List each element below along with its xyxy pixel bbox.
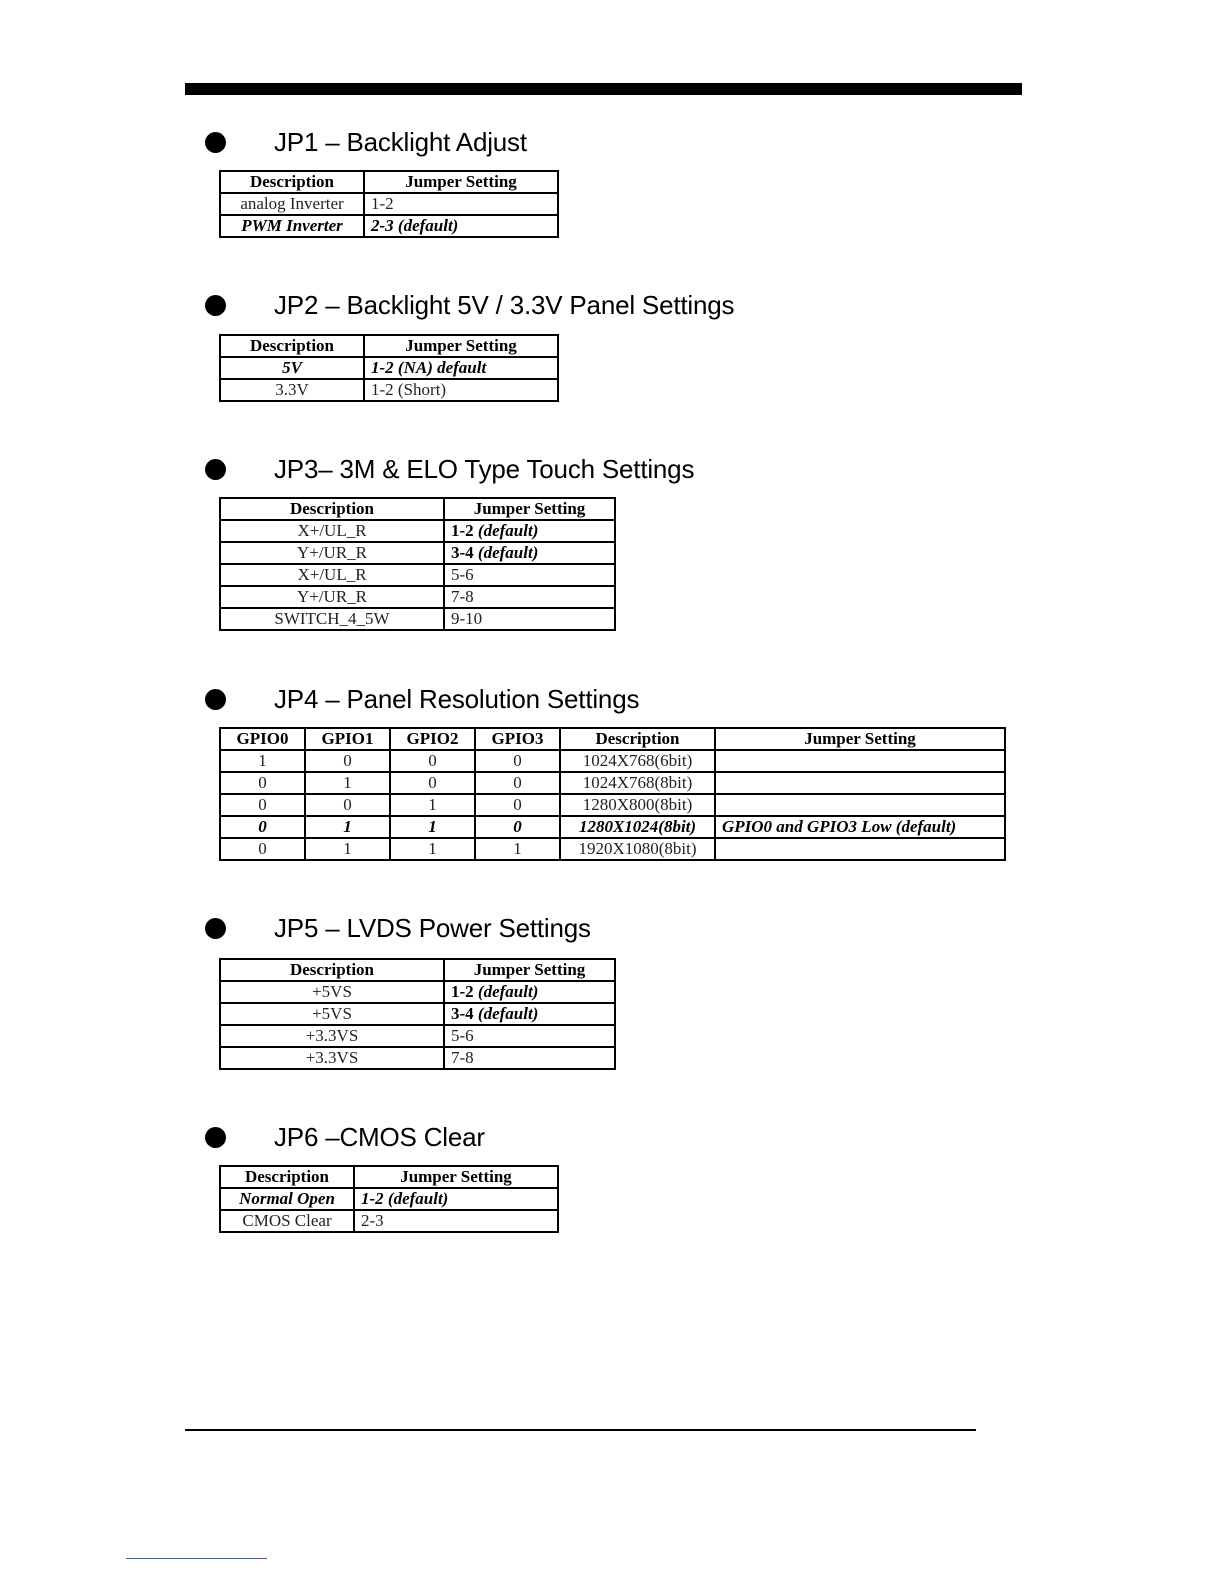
table-cell: 0 bbox=[475, 816, 560, 838]
table-cell: 1 bbox=[305, 838, 390, 860]
table-cell: 0 bbox=[475, 750, 560, 772]
jp1-heading: JP1 – Backlight Adjust bbox=[274, 127, 527, 157]
header-rule bbox=[185, 83, 1022, 95]
bullet-icon bbox=[205, 459, 226, 480]
table-cell bbox=[444, 981, 615, 1003]
column-header: Jumper Setting bbox=[444, 498, 615, 520]
table-cell: 7-8 bbox=[444, 586, 615, 608]
table-cell: 1024X768(6bit) bbox=[560, 750, 715, 772]
table-cell: Y+/UR_R bbox=[220, 586, 444, 608]
table-cell: PWM Inverter bbox=[220, 215, 364, 237]
table-header-row bbox=[220, 171, 558, 193]
table-cell: 0 bbox=[305, 794, 390, 816]
jp5-table bbox=[219, 958, 616, 1070]
table-row bbox=[220, 215, 558, 237]
table-cell bbox=[444, 1003, 615, 1025]
table-row bbox=[220, 1188, 558, 1210]
table-header-row bbox=[220, 1166, 558, 1188]
table-row bbox=[220, 542, 615, 564]
default-note: (default) bbox=[477, 1004, 539, 1023]
table-cell: 1 bbox=[390, 794, 475, 816]
jp2-heading: JP2 – Backlight 5V / 3.3V Panel Settings bbox=[274, 290, 735, 320]
table-cell: 0 bbox=[305, 750, 390, 772]
table-row bbox=[220, 564, 615, 586]
table-cell: 1024X768(8bit) bbox=[560, 772, 715, 794]
table-cell: 0 bbox=[475, 772, 560, 794]
table-cell: analog Inverter bbox=[220, 193, 364, 215]
table-cell: SWITCH_4_5W bbox=[220, 608, 444, 630]
column-header: GPIO1 bbox=[305, 728, 390, 750]
table-cell: +5VS bbox=[220, 1003, 444, 1025]
column-header: Jumper Setting bbox=[715, 728, 1005, 750]
table-cell: 1 bbox=[390, 816, 475, 838]
bullet-icon bbox=[205, 1127, 226, 1148]
table-cell: 1-2 (default) bbox=[354, 1188, 558, 1210]
table-cell: 1 bbox=[220, 750, 305, 772]
table-cell bbox=[444, 520, 615, 542]
column-header: GPIO2 bbox=[390, 728, 475, 750]
table-header-row bbox=[220, 959, 615, 981]
bullet-icon bbox=[205, 132, 226, 153]
column-header: Description bbox=[560, 728, 715, 750]
column-header: Description bbox=[220, 335, 364, 357]
footer-link-underline bbox=[126, 1558, 267, 1559]
column-header: GPIO0 bbox=[220, 728, 305, 750]
table-cell: 1280X800(8bit) bbox=[560, 794, 715, 816]
table-cell bbox=[444, 542, 615, 564]
jp6-table bbox=[219, 1165, 559, 1233]
table-cell: 0 bbox=[220, 816, 305, 838]
table-row bbox=[220, 838, 1005, 860]
table-row bbox=[220, 520, 615, 542]
table-cell: 1-2 (NA) default bbox=[364, 357, 558, 379]
column-header: Jumper Setting bbox=[354, 1166, 558, 1188]
jp3-table bbox=[219, 497, 616, 631]
table-cell: 1920X1080(8bit) bbox=[560, 838, 715, 860]
table-row bbox=[220, 357, 558, 379]
jp6-heading: JP6 –CMOS Clear bbox=[274, 1122, 485, 1152]
table-row bbox=[220, 379, 558, 401]
table-cell: +3.3VS bbox=[220, 1025, 444, 1047]
table-cell: 1280X1024(8bit) bbox=[560, 816, 715, 838]
table-row bbox=[220, 1025, 615, 1047]
table-header-row bbox=[220, 335, 558, 357]
table-cell: 1 bbox=[390, 838, 475, 860]
table-cell: Y+/UR_R bbox=[220, 542, 444, 564]
table-row bbox=[220, 772, 1005, 794]
table-cell: 1 bbox=[305, 772, 390, 794]
table-cell bbox=[715, 838, 1005, 860]
table-cell: 1 bbox=[305, 816, 390, 838]
table-row bbox=[220, 193, 558, 215]
table-cell: Normal Open bbox=[220, 1188, 354, 1210]
table-header-row bbox=[220, 728, 1005, 750]
table-cell: GPIO0 and GPIO3 Low (default) bbox=[715, 816, 1005, 838]
table-row bbox=[220, 794, 1005, 816]
table-cell: 0 bbox=[475, 794, 560, 816]
bullet-icon bbox=[205, 689, 226, 710]
table-header-row bbox=[220, 498, 615, 520]
jp4-table bbox=[219, 727, 1006, 861]
column-header: Description bbox=[220, 959, 444, 981]
table-cell: X+/UL_R bbox=[220, 520, 444, 542]
table-cell: 1-2 bbox=[364, 193, 558, 215]
table-row bbox=[220, 750, 1005, 772]
table-cell: +5VS bbox=[220, 981, 444, 1003]
column-header: Jumper Setting bbox=[364, 335, 558, 357]
jumper-pins: 3-4 bbox=[451, 543, 474, 562]
jp5-heading: JP5 – LVDS Power Settings bbox=[274, 913, 591, 943]
column-header: Jumper Setting bbox=[444, 959, 615, 981]
table-cell bbox=[715, 794, 1005, 816]
table-cell: 1-2 (Short) bbox=[364, 379, 558, 401]
column-header: Description bbox=[220, 498, 444, 520]
jp3-heading: JP3– 3M & ELO Type Touch Settings bbox=[274, 454, 695, 484]
default-note: (default) bbox=[477, 982, 539, 1001]
footer-rule bbox=[185, 1429, 976, 1431]
column-header: GPIO3 bbox=[475, 728, 560, 750]
table-row bbox=[220, 981, 615, 1003]
table-cell: 0 bbox=[390, 750, 475, 772]
bullet-icon bbox=[205, 295, 226, 316]
table-cell: 1 bbox=[475, 838, 560, 860]
table-cell: 7-8 bbox=[444, 1047, 615, 1069]
column-header: Jumper Setting bbox=[364, 171, 558, 193]
column-header: Description bbox=[220, 171, 364, 193]
table-row bbox=[220, 608, 615, 630]
column-header: Description bbox=[220, 1166, 354, 1188]
table-row bbox=[220, 816, 1005, 838]
table-cell bbox=[715, 772, 1005, 794]
default-note: (default) bbox=[477, 543, 539, 562]
jp1-table bbox=[219, 170, 559, 238]
table-cell: 3.3V bbox=[220, 379, 364, 401]
table-row bbox=[220, 1003, 615, 1025]
bullet-icon bbox=[205, 918, 226, 939]
table-cell: 0 bbox=[390, 772, 475, 794]
table-cell: 5V bbox=[220, 357, 364, 379]
table-cell: 2-3 bbox=[354, 1210, 558, 1232]
table-cell: 0 bbox=[220, 794, 305, 816]
table-cell: 5-6 bbox=[444, 564, 615, 586]
table-cell: CMOS Clear bbox=[220, 1210, 354, 1232]
table-cell: 5-6 bbox=[444, 1025, 615, 1047]
table-row bbox=[220, 1210, 558, 1232]
table-cell: 2-3 (default) bbox=[364, 215, 558, 237]
table-row bbox=[220, 586, 615, 608]
jumper-pins: 1-2 bbox=[451, 982, 474, 1001]
jp2-table bbox=[219, 334, 559, 402]
default-note: (default) bbox=[477, 521, 539, 540]
table-cell: +3.3VS bbox=[220, 1047, 444, 1069]
table-cell: X+/UL_R bbox=[220, 564, 444, 586]
jp4-heading: JP4 – Panel Resolution Settings bbox=[274, 684, 640, 714]
jumper-pins: 1-2 bbox=[451, 521, 474, 540]
table-cell: 0 bbox=[220, 838, 305, 860]
table-cell: 0 bbox=[220, 772, 305, 794]
table-row bbox=[220, 1047, 615, 1069]
table-cell bbox=[715, 750, 1005, 772]
jumper-pins: 3-4 bbox=[451, 1004, 474, 1023]
table-cell: 9-10 bbox=[444, 608, 615, 630]
